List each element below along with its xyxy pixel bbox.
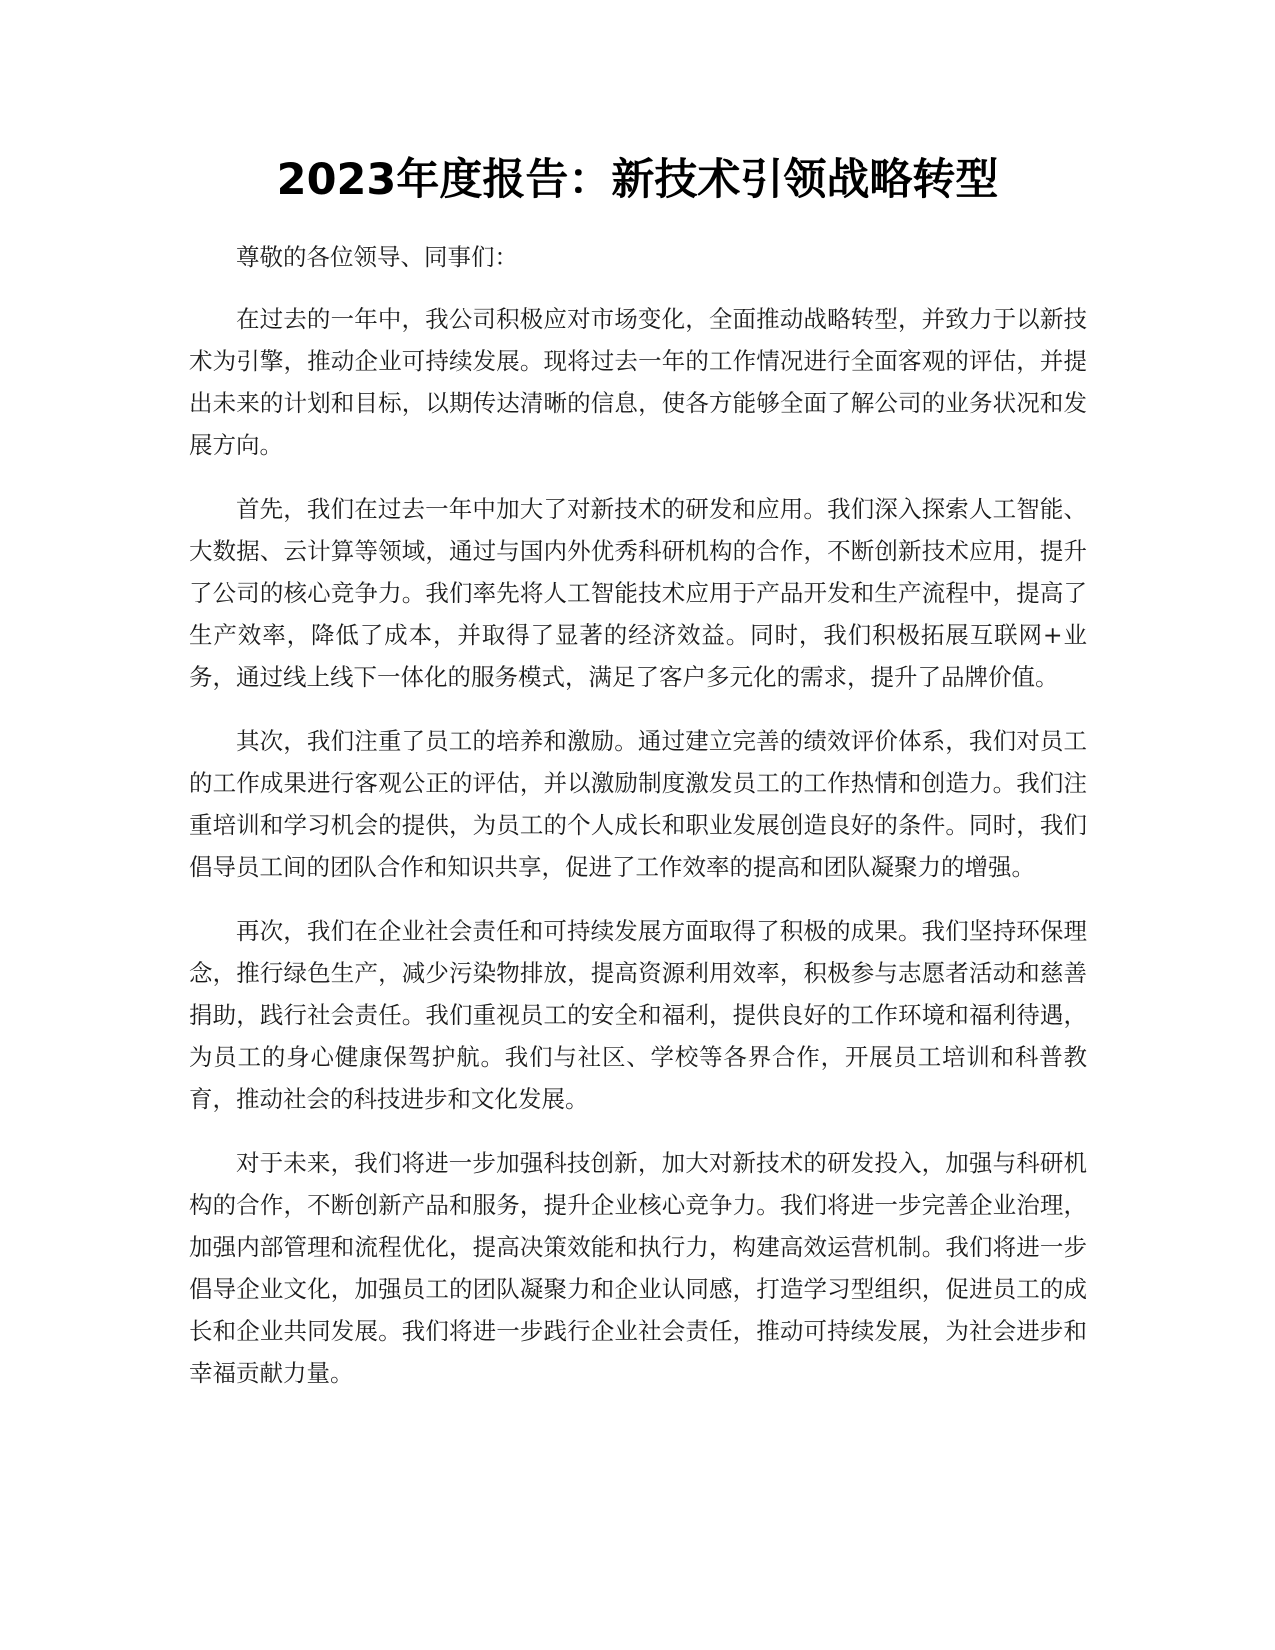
paragraph-social-responsibility: 再次，我们在企业社会责任和可持续发展方面取得了积极的成果。我们坚持环保理念，推行绿色生产，减少污染物排放，提高资源利用效率，积极参与志愿者活动和慈善捐助，践行社会责任。我们重视员工的安全和福利，提供良好的工作环境和福利待遇，为员工的身心健康保驾护航。我们与社区、学校等各界合作，开展员工培训和科普教育，推动社会的科技进步和文化发展。	[189, 917, 1087, 1113]
document-title: 2023年度报告：新技术引领战略转型	[276, 155, 999, 205]
paragraph-technology: 首先，我们在过去一年中加大了对新技术的研发和应用。我们深入探索人工智能、大数据、云计算等领域，通过与国内外优秀科研机构的合作，不断创新技术应用，提升了公司的核心竞争力。我们率先将人工智能技术应用于产品开发和生产流程中，提高了生产效率，降低了成本，并取得了显著的经济效益。同时，我们积极拓展互联网+业务，通过线上线下一体化的服务模式，满足了客户多元化的需求，提升了品牌价值。	[189, 495, 1087, 691]
paragraph-intro: 在过去的一年中，我公司积极应对市场变化，全面推动战略转型，并致力于以新技术为引擎，推动企业可持续发展。现将过去一年的工作情况进行全面客观的评估，并提出未来的计划和目标，以期传达清晰的信息，使各方能够全面了解公司的业务状况和发展方向。	[189, 305, 1087, 459]
document-body	[189, 236, 1087, 1416]
paragraph-future: 对于未来，我们将进一步加强科技创新，加大对新技术的研发投入，加强与科研机构的合作，不断创新产品和服务，提升企业核心竞争力。我们将进一步完善企业治理，加强内部管理和流程优化，提高决策效能和执行力，构建高效运营机制。我们将进一步倡导企业文化，加强员工的团队凝聚力和企业认同感，打造学习型组织，促进员工的成长和企业共同发展。我们将进一步践行企业社会责任，推动可持续发展，为社会进步和幸福贡献力量。	[189, 1149, 1087, 1387]
paragraph-employees: 其次，我们注重了员工的培养和激励。通过建立完善的绩效评价体系，我们对员工的工作成果进行客观公正的评估，并以激励制度激发员工的工作热情和创造力。我们注重培训和学习机会的提供，为员工的个人成长和职业发展创造良好的条件。同时，我们倡导员工间的团队合作和知识共享，促进了工作效率的提高和团队凝聚力的增强。	[189, 727, 1087, 881]
salutation: 尊敬的各位领导、同事们：	[236, 243, 518, 271]
